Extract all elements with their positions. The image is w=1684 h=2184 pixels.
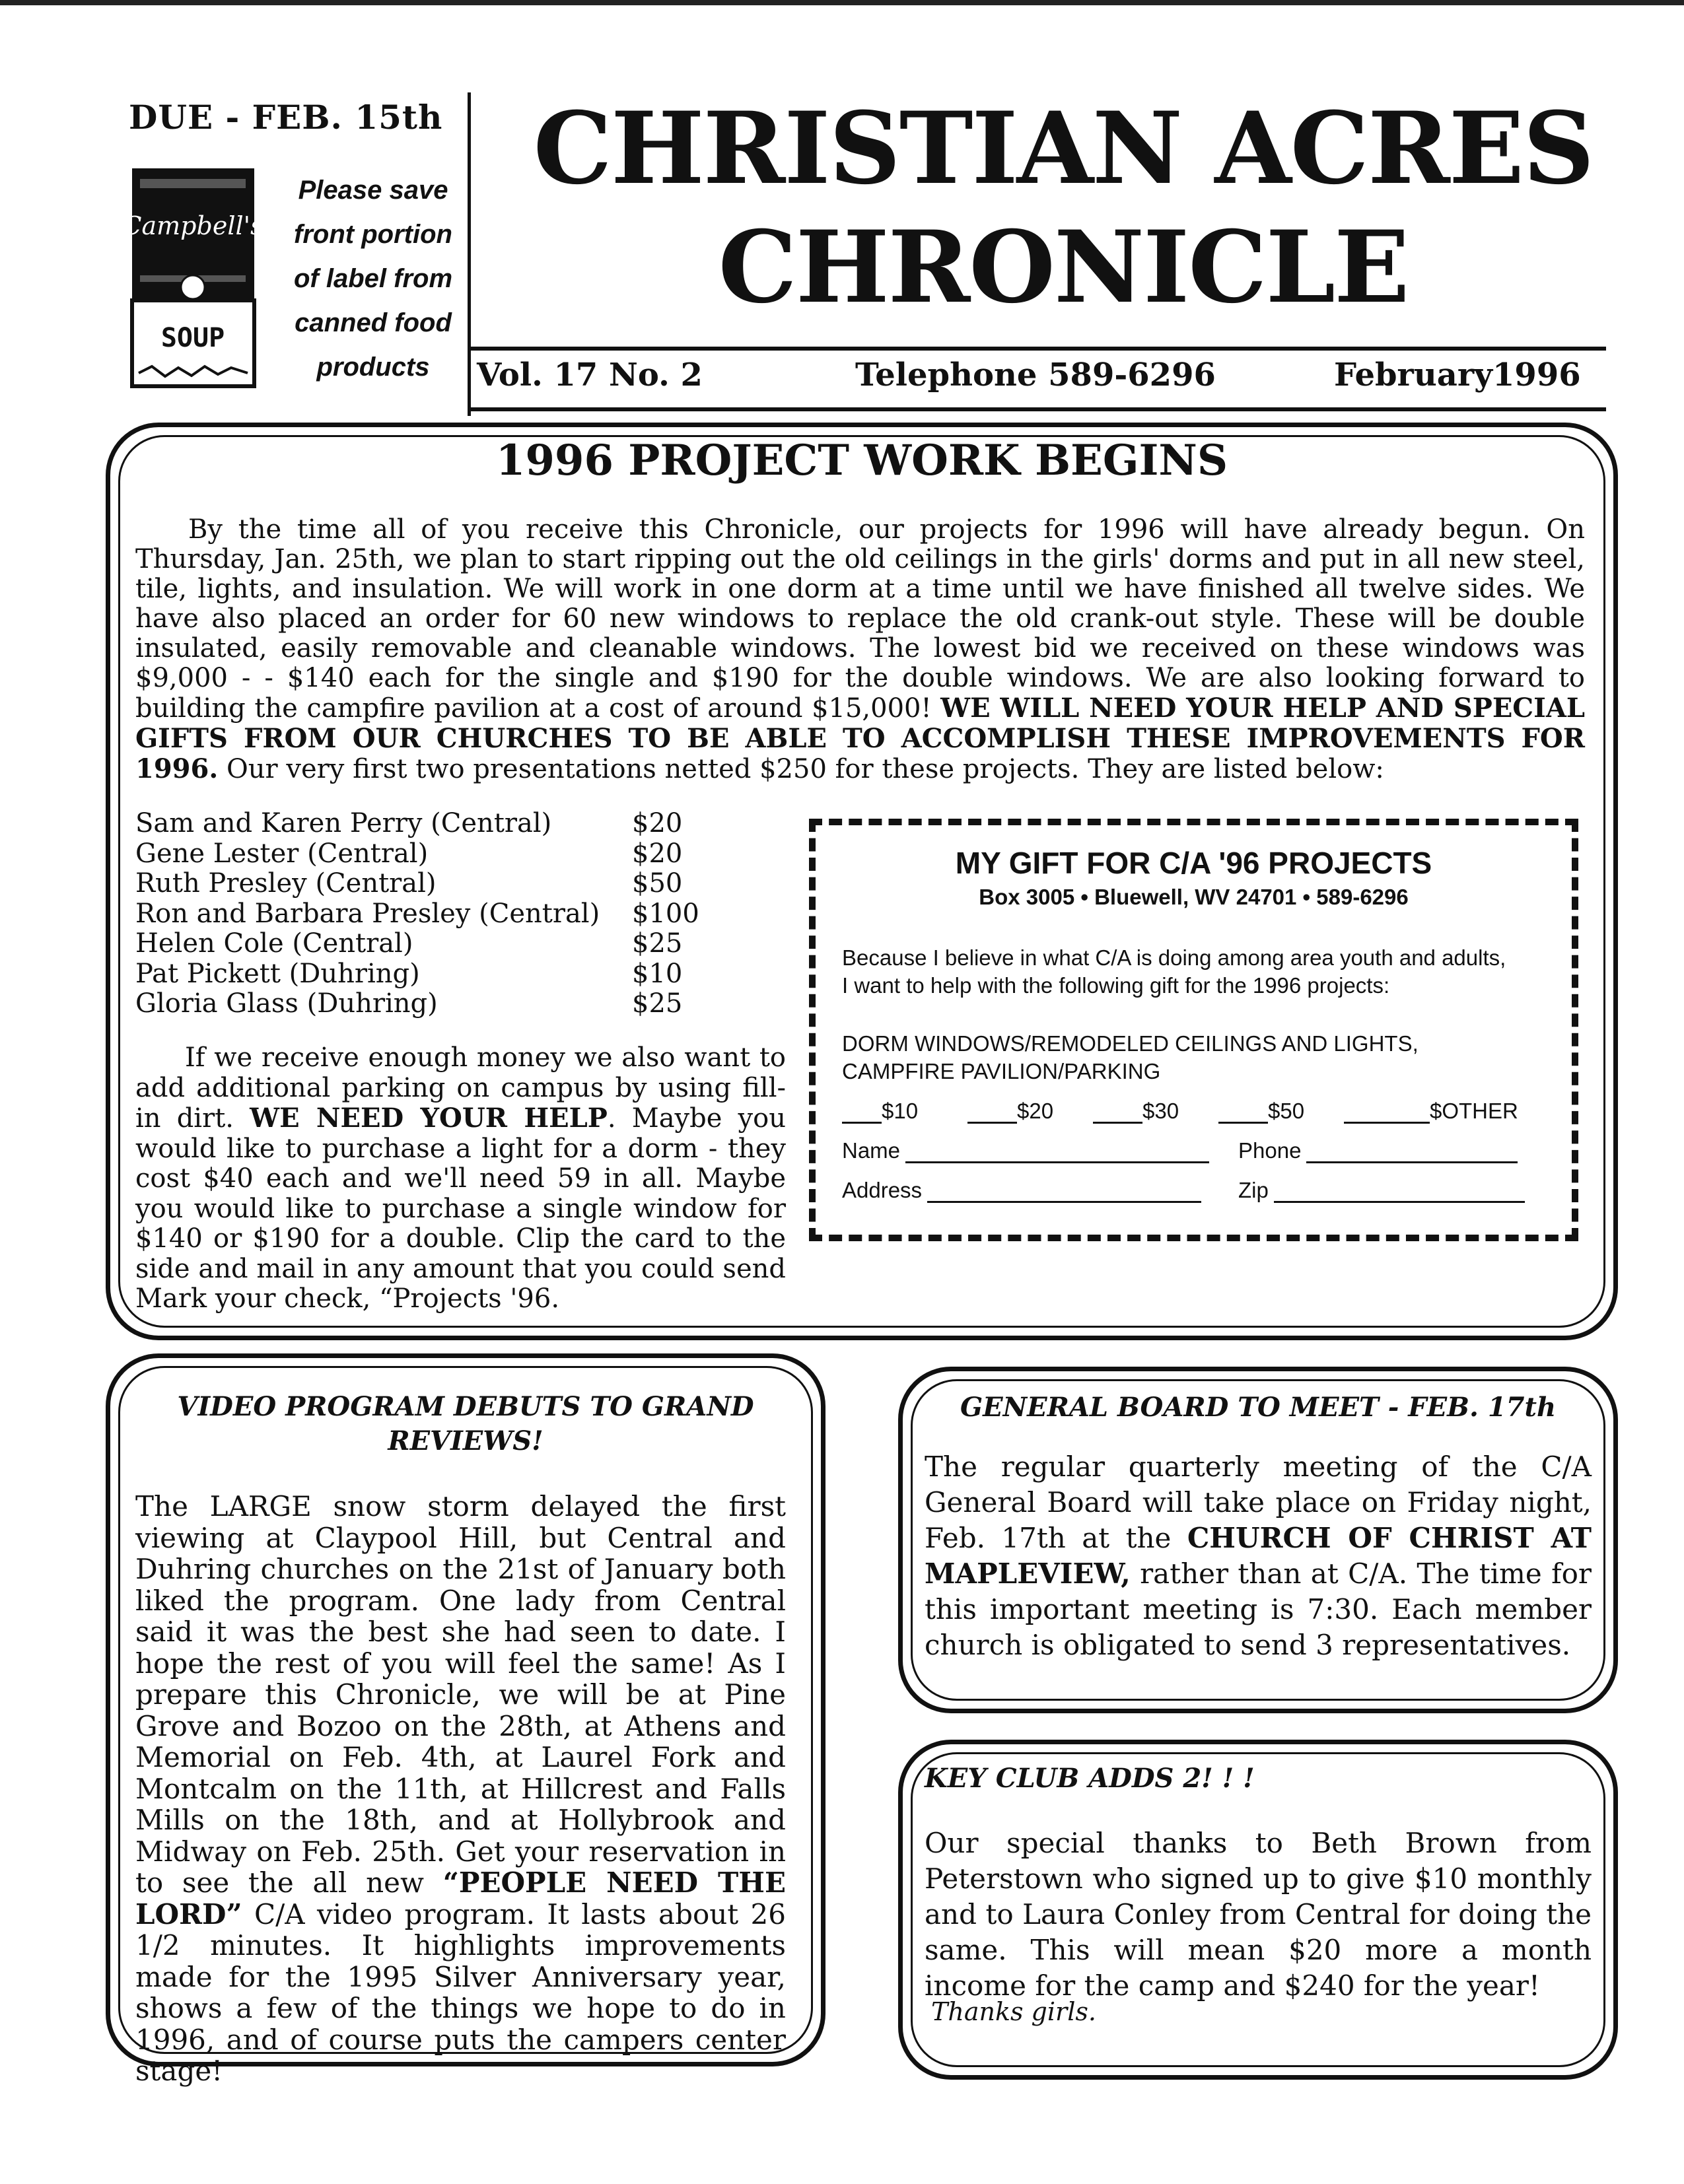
board-location: CHURCH OF CHRIST AT MAPLEVIEW, <box>925 1522 1592 1590</box>
video-text: The LARGE snow storm delayed the first viewing at Claypool Hill, but Central and Duhring churches on the 21st of January both liked the program. One lady from Central said it was the best she had seen to date. I hope the rest of you will feel the same! As I prepare this Chronicle, we will be at Pine Grove and Bozoo on the 28th, at Athens and Memorial on Feb. 4th, at Laurel Fork and Montcalm on the 11th, at Hillcrest and Falls Mills on the 18th, and at Hollybrook and Midway on Feb. 25th. Get your reservation in to see the all new <box>135 1490 786 1899</box>
soup-label-note <box>284 168 462 390</box>
zip-label: Zip <box>1238 1178 1269 1202</box>
masthead-title-line2: CHRONICLE <box>718 209 1409 325</box>
soup-note-line: canned food <box>295 308 452 337</box>
phone-label: Phone <box>1238 1138 1302 1163</box>
gift-amount-option[interactable] <box>1344 1099 1518 1124</box>
donor-amount: $50 <box>632 868 683 899</box>
header-divider <box>468 92 471 416</box>
main-para-text-end: Our very first two presentations netted $250 for these projects. They are listed below: <box>218 754 1384 784</box>
board-text-end: rather than at C/A. The time for this important meeting is 7:30. Each member church is obligated to send 3 representatives. <box>925 1557 1592 1661</box>
address-field[interactable] <box>842 1178 1201 1203</box>
donor-name: Ron and Barbara Presley (Central) <box>135 898 600 929</box>
donor-row <box>135 839 730 870</box>
gift-amount-option[interactable] <box>842 1099 918 1124</box>
video-title-line: REVIEWS! <box>388 1425 544 1456</box>
issue-date: February1996 <box>1334 357 1581 393</box>
gift-amount-option[interactable] <box>1218 1099 1304 1124</box>
donor-name: Pat Pickett (Duhring) <box>135 958 420 989</box>
donor-row <box>135 809 730 839</box>
gift-card-projects <box>842 1030 1568 1085</box>
gift-amount-label: $50 <box>1268 1099 1305 1123</box>
can-brand-text: Campbell's <box>125 211 261 240</box>
address-label: Address <box>842 1178 923 1202</box>
gift-amount-option[interactable] <box>967 1099 1053 1124</box>
can-soup-label: SOUP <box>160 323 225 353</box>
video-title-line: VIDEO PROGRAM DEBUTS TO GRAND <box>177 1391 754 1422</box>
donor-row <box>135 929 730 959</box>
donor-row <box>135 989 730 1019</box>
video-article-body <box>135 1491 786 2087</box>
video-text-end: C/A video program. It lasts about 26 1/2 minutes. It highlights improvements made for the 1995 Silver Anniversary year, shows a few of the things we hope to do in 1996, and of course puts the campers center stage! <box>135 1897 786 2087</box>
main-article-title: 1996 PROJECT WORK BEGINS <box>495 436 1228 485</box>
donor-name: Helen Cole (Central) <box>135 928 413 959</box>
donor-row <box>135 959 730 990</box>
donor-name: Gene Lester (Central) <box>135 838 429 869</box>
top-border-rule <box>0 0 1684 5</box>
gift-amount-options <box>842 1099 1562 1128</box>
parking-emphasis: WE NEED YOUR HELP <box>250 1103 608 1134</box>
name-field[interactable] <box>842 1138 1209 1163</box>
volume-number: Vol. 17 No. 2 <box>477 357 703 393</box>
gift-name-row <box>842 1138 1562 1168</box>
gift-amount-label: $20 <box>1017 1099 1054 1123</box>
gift-statement-line: Because I believe in what C/A is doing among area youth and adults, <box>842 945 1506 970</box>
parking-text-end: . Maybe you would like to purchase a light for a dorm - they cost $40 each and we'll need 59 in all. Maybe you would like to purchase a single window for $140 or $190 for a double. Clip the card to the side and mail in any amount that you could send Mark your check, “Projects '96. <box>135 1103 787 1314</box>
donor-amount: $20 <box>632 808 683 838</box>
key-club-title: KEY CLUB ADDS 2! ! ! <box>925 1763 1255 1794</box>
main-article-body <box>135 515 1585 784</box>
donor-name: Sam and Karen Perry (Central) <box>135 808 552 838</box>
key-club-body: Our special thanks to Beth Brown from Peterstown who signed up to give $10 monthly and to Laura Conley from Central for doing the same. This will mean $20 more a month income for the camp and $240 for the year! <box>925 1827 1592 2002</box>
gift-project-line: DORM WINDOWS/REMODELED CEILINGS AND LIGHTS, <box>842 1031 1419 1056</box>
gift-amount-option[interactable] <box>1093 1099 1179 1124</box>
donor-row <box>135 899 730 930</box>
gift-amount-label: $10 <box>882 1099 919 1123</box>
parking-text: If we receive enough money we also want to add additional parking on campus by using fill-in dirt. <box>135 1042 786 1134</box>
gift-amount-label: $30 <box>1142 1099 1179 1123</box>
donor-name: Ruth Presley (Central) <box>135 868 437 899</box>
phone-field[interactable] <box>1238 1138 1518 1163</box>
video-program-name: “PEOPLE NEED THE LORD” <box>135 1866 786 1930</box>
main-para-emphasis: WE WILL NEED YOUR HELP AND SPECIAL GIFTS FROM OUR CHURCHES TO BE ABLE TO ACCOMPLISH THESE IMPROVEMENTS FOR 1996. <box>135 693 1586 784</box>
soup-note-line: Please save <box>298 176 448 205</box>
soup-note-line: of label from <box>293 264 453 293</box>
donor-row <box>135 869 730 899</box>
donor-amount: $10 <box>632 958 683 989</box>
soup-note-line: front portion <box>294 220 452 249</box>
donor-amount: $25 <box>632 988 683 1019</box>
donor-amount: $100 <box>632 898 699 929</box>
gift-amount-label: $OTHER <box>1430 1099 1518 1123</box>
soup-note-line: products <box>316 353 430 382</box>
board-text: The regular quarterly meeting of the C/A General Board will take place on Friday night, Feb. 17th at the <box>925 1450 1592 1554</box>
board-article-title: GENERAL BOARD TO MEET - FEB. 17th <box>960 1392 1557 1423</box>
gift-statement-line: I want to help with the following gift for the 1996 projects: <box>842 973 1390 998</box>
parking-paragraph <box>135 1043 786 1314</box>
due-date-notice: DUE - FEB. 15th <box>129 98 443 137</box>
donor-name: Gloria Glass (Duhring) <box>135 988 438 1019</box>
telephone-number: Telephone 589-6296 <box>855 357 1216 393</box>
gift-address-row <box>842 1178 1562 1208</box>
gift-card-statement <box>842 944 1568 1000</box>
donor-amount: $25 <box>632 928 683 959</box>
gift-card-address: Box 3005 • Bluewell, WV 24701 • 589-6296 <box>979 885 1409 909</box>
masthead-title-line1: CHRISTIAN ACRES <box>533 90 1594 207</box>
name-label: Name <box>842 1138 901 1163</box>
video-article-title <box>106 1390 825 1458</box>
gift-card-title: MY GIFT FOR C/A '96 PROJECTS <box>955 846 1432 880</box>
soup-can-image <box>125 162 261 396</box>
donor-list <box>135 809 730 1019</box>
zip-field[interactable] <box>1238 1178 1525 1203</box>
gift-project-line: CAMPFIRE PAVILION/PARKING <box>842 1059 1161 1083</box>
donor-amount: $20 <box>632 838 683 869</box>
board-article-body <box>925 1449 1592 1663</box>
masthead-rule-top <box>470 347 1606 351</box>
key-club-signature: Thanks girls. <box>931 1997 1096 2026</box>
masthead-rule-bottom <box>470 407 1606 411</box>
main-para-text: By the time all of you receive this Chronicle, our projects for 1996 will have already begun. On Thursday, Jan. 25th, we plan to start ripping out the old ceilings in the girls' dorms and put in all new steel, tile, lights, and insulation. We will work in one dorm at a time until we have finished all twelve sides. We have also placed an order for 60 new windows to replace the old crank-out style. These will be double insulated, easily removable and cleanable windows. The lowest bid we received on these windows was $9,000 - - $140 each for the single and $190 for the double windows. We are also looking forward to building the campfire pavilion at a cost of around $15,000! <box>135 514 1585 724</box>
